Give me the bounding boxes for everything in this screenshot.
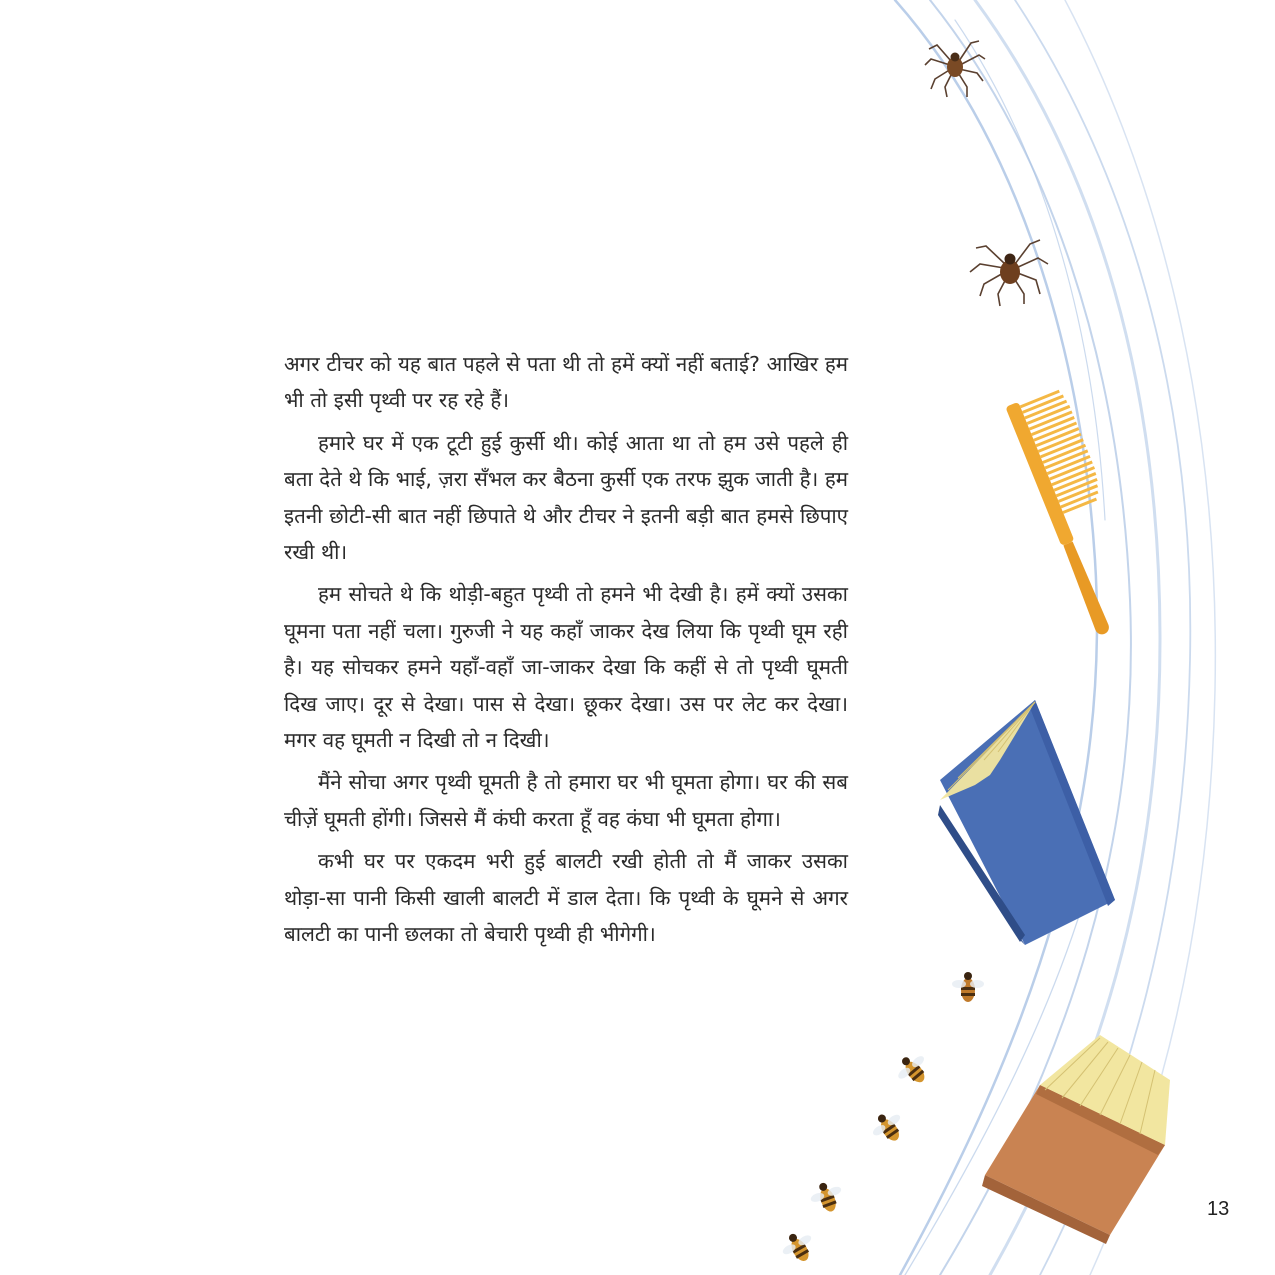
paragraph-1: अगर टीचर को यह बात पहले से पता थी तो हमें क्यों नहीं बताई? आखिर हम भी तो इसी पृथ्वी पर रह रहे हैं।	[284, 352, 848, 413]
paragraph-4: मैंने सोचा अगर पृथ्वी घूमती है तो हमारा घर भी घूमता होगा। घर की सब चीज़ें घूमती होंगी। जिससे मैं कंघी करता हूँ वह कंघा भी घूमता होगा।	[284, 770, 848, 831]
bee-icon	[777, 1226, 820, 1268]
blue-book-icon	[938, 700, 1115, 945]
swirl-illustration	[770, 0, 1275, 1275]
bee-icon	[867, 1106, 910, 1149]
paragraph-5: कभी घर पर एकदम भरी हुई बालटी रखी होती तो मैं जाकर उसका थोड़ा-सा पानी किसी खाली बालटी में डाल देता। कि पृथ्वी के घूमने से अगर बालटी का पानी छलका तो बेचारी पृथ्वी ही भीगेगी।	[284, 849, 848, 947]
orange-book-icon	[982, 1035, 1170, 1244]
bee-icon	[952, 972, 984, 1002]
bee-icon	[807, 1178, 847, 1217]
bee-icon	[891, 1048, 935, 1092]
page-number: 13	[1207, 1198, 1230, 1220]
paragraph-3: हम सोचते थे कि थोड़ी-बहुत पृथ्वी तो हमने भी देखी है। हमें क्यों उसका घूमना पता नहीं चला। गुरुजी ने यह कहाँ जाकर देख लिया कि पृथ्वी घूम रही है। यह सोचकर हमने यहाँ-वहाँ जा-जाकर देखा कि कहीं से तो पृथ्वी घूमती दिख जाए। दूर से देखा। पास से देखा। छूकर देखा। उस पर लेट कर देखा। मगर वह घूमती न दिखी तो न दिखी।	[284, 582, 848, 753]
story-text	[284, 346, 848, 959]
paragraph-2: हमारे घर में एक टूटी हुई कुर्सी थी। कोई आता था तो हम उसे पहले ही बता देते थे कि भाई, ज़रा सँभल कर बैठना कुर्सी एक तरफ झुक जाती है। हम इतनी छोटी-सी बात नहीं छिपाते थे और टीचर ने इतनी बड़ी बात हमसे छिपाए रखी थी।	[284, 430, 848, 565]
